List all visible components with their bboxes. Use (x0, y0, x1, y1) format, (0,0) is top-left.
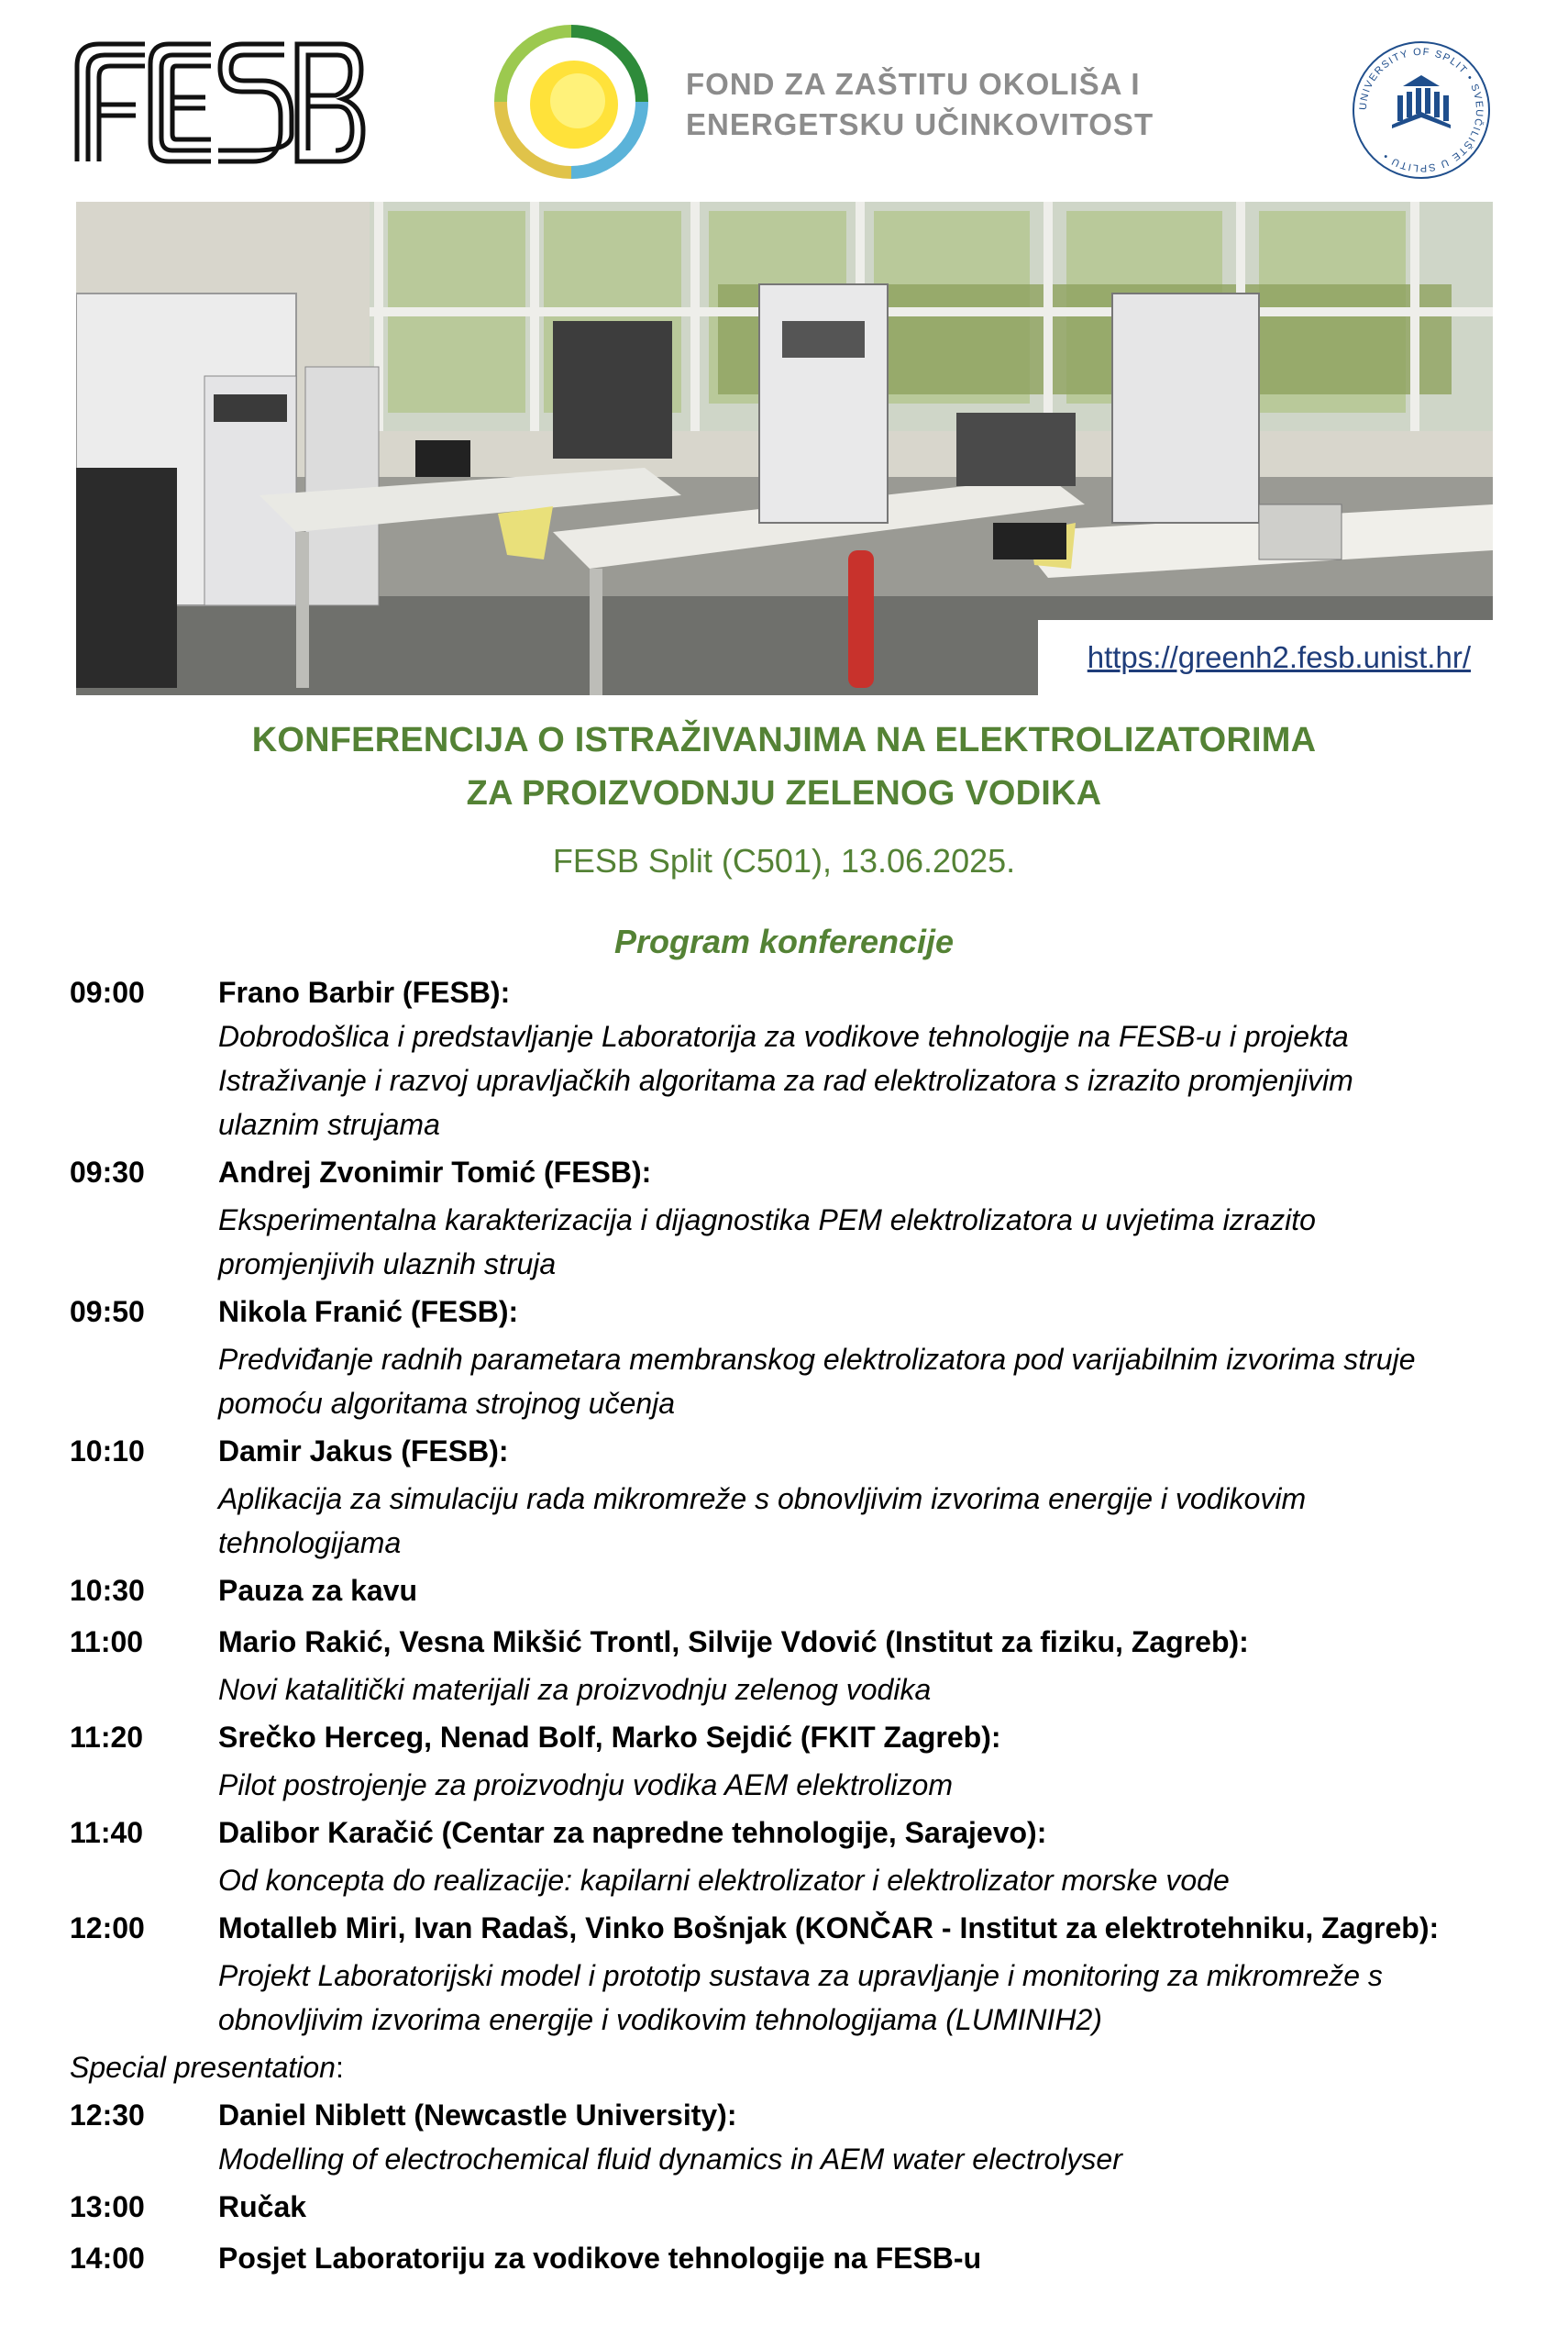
special-label-text: Special presentation (70, 2051, 336, 2084)
program-talk-line: Novi katalitički materijali za proizvodnju zelenog vodika (218, 1673, 932, 1706)
program-heading: Program konferencije (613, 923, 955, 960)
program-speaker: Mario Rakić, Vesna Mikšić Trontl, Silvije Vdović (Institut za fiziku, Zagreb): (218, 1625, 1249, 1658)
program-talk-line: Modelling of electrochemical fluid dynamics in AEM water electrolyser (218, 2143, 1122, 2176)
program-talk-line: pomoću algoritama strojnog učenja (218, 1387, 676, 1420)
program-item (70, 2093, 1500, 2181)
program-item (70, 1146, 1500, 1286)
program-time: 11:40 (70, 1816, 144, 1849)
program-speaker: Daniel Niblett (Newcastle University): (218, 2099, 737, 2132)
program-speaker: Andrej Zvonimir Tomić (FESB): (218, 1156, 652, 1189)
fesb-logo (73, 39, 367, 165)
program-talk-line: promjenjivih ulaznih struja (218, 1247, 557, 1280)
program-talk-line: Od koncepta do realizacije: kapilarni elektrolizator i elektrolizator morske vode (218, 1864, 1230, 1897)
program-time: 09:00 (70, 976, 145, 1009)
program-speaker: Posjet Laboratoriju za vodikove tehnologije na FESB-u (218, 2242, 982, 2275)
program-item (70, 1711, 1500, 1807)
program-time: 11:00 (70, 1625, 144, 1658)
program-item (70, 1616, 1500, 1711)
program-list (70, 970, 1500, 2284)
program-item (70, 970, 1500, 1146)
program-speaker: Nikola Franić (FESB): (218, 1295, 519, 1328)
program-time: 12:00 (70, 1911, 145, 1944)
program-talk-line: Dobrodošlica i predstavljanje Laboratorija za vodikove tehnologije na FESB-u i projekta (218, 1020, 1349, 1053)
program-talk-line: Projekt Laboratorijski model i prototip sustava za upravljanje i monitoring za mikromreže s (218, 1959, 1383, 1992)
program-speaker: Damir Jakus (FESB): (218, 1434, 509, 1468)
program-speaker: Srečko Herceg, Nenad Bolf, Marko Sejdić (FKIT Zagreb): (218, 1721, 1001, 1754)
program-talk-line: obnovljivim izvorima energije i vodikovim tehnologijama (LUMINIH2) (218, 2003, 1102, 2036)
conference-title-line2: ZA PROIZVODNJU ZELENOG VODIKA (466, 774, 1102, 813)
program-speaker: Frano Barbir (FESB): (218, 976, 511, 1009)
fund-name-line2: ENERGETSKU UČINKOVITOST (686, 107, 1154, 141)
program-item (70, 1286, 1500, 1425)
program-talk-line: Predviđanje radnih parametara membranskog elektrolizatora pod varijabilnim izvorima struje (218, 1343, 1416, 1376)
special-presentation-label (70, 2042, 1500, 2093)
program-item (70, 1565, 1500, 1616)
program-talk-line: Eksperimentalna karakterizacija i dijagnostika PEM elektrolizatora u uvjetima izrazito (218, 1203, 1316, 1236)
program-time: 09:50 (70, 1295, 145, 1328)
conference-title-line1: KONFERENCIJA O ISTRAŽIVANJIMA NA ELEKTROLIZATORIMA (251, 721, 1317, 759)
program-speaker: Dalibor Karačić (Centar za napredne tehnologije, Sarajevo): (218, 1816, 1047, 1849)
program-time: 13:00 (70, 2190, 145, 2223)
university-of-split-logo (1348, 37, 1495, 183)
program-item (70, 1425, 1500, 1565)
project-url-link[interactable]: https://greenh2.fesb.unist.hr/ (1087, 640, 1471, 674)
program-talk-line: Pilot postrojenje za proizvodnju vodika AEM elektrolizom (218, 1768, 953, 1801)
program-item (70, 2232, 1500, 2284)
fund-name (686, 64, 1163, 145)
url-label-box (1038, 620, 1493, 695)
program-talk-line: Aplikacija za simulaciju rada mikromreže s obnovljivim izvorima energije i vodikovim (218, 1482, 1307, 1515)
fund-name-line1: FOND ZA ZAŠTITU OKOLIŠA I (686, 67, 1141, 101)
program-time: 09:30 (70, 1156, 145, 1189)
program-time: 10:30 (70, 1574, 145, 1607)
program-item (70, 1902, 1500, 2042)
program-speaker: Motalleb Miri, Ivan Radaš, Vinko Bošnjak (KONČAR - Institut za elektrotehniku, Zagreb): (218, 1911, 1440, 1944)
program-talk-line: Istraživanje i razvoj upravljačkih algoritama za rad elektrolizatora s izrazito promjenjivim (218, 1064, 1353, 1097)
conference-location-date: FESB Split (C501), 13.06.2025. (552, 842, 1016, 880)
program-item (70, 2181, 1500, 2232)
program-talk-line: tehnologijama (218, 1526, 402, 1559)
program-speaker: Ručak (218, 2190, 307, 2223)
program-time: 12:30 (70, 2099, 145, 2132)
program-speaker: Pauza za kavu (218, 1574, 417, 1607)
program-time: 14:00 (70, 2242, 145, 2275)
special-label-colon: : (335, 2051, 344, 2084)
svg-text:UNIVERSITY OF SPLIT • SVEUČILI: UNIVERSITY OF SPLIT • SVEUČILIŠTE U SPLITU • (1357, 46, 1485, 174)
program-item (70, 1807, 1500, 1902)
fund-logo (493, 24, 649, 180)
program-time: 11:20 (70, 1721, 144, 1754)
program-time: 10:10 (70, 1434, 145, 1468)
program-talk-line: ulaznim strujama (218, 1108, 440, 1141)
